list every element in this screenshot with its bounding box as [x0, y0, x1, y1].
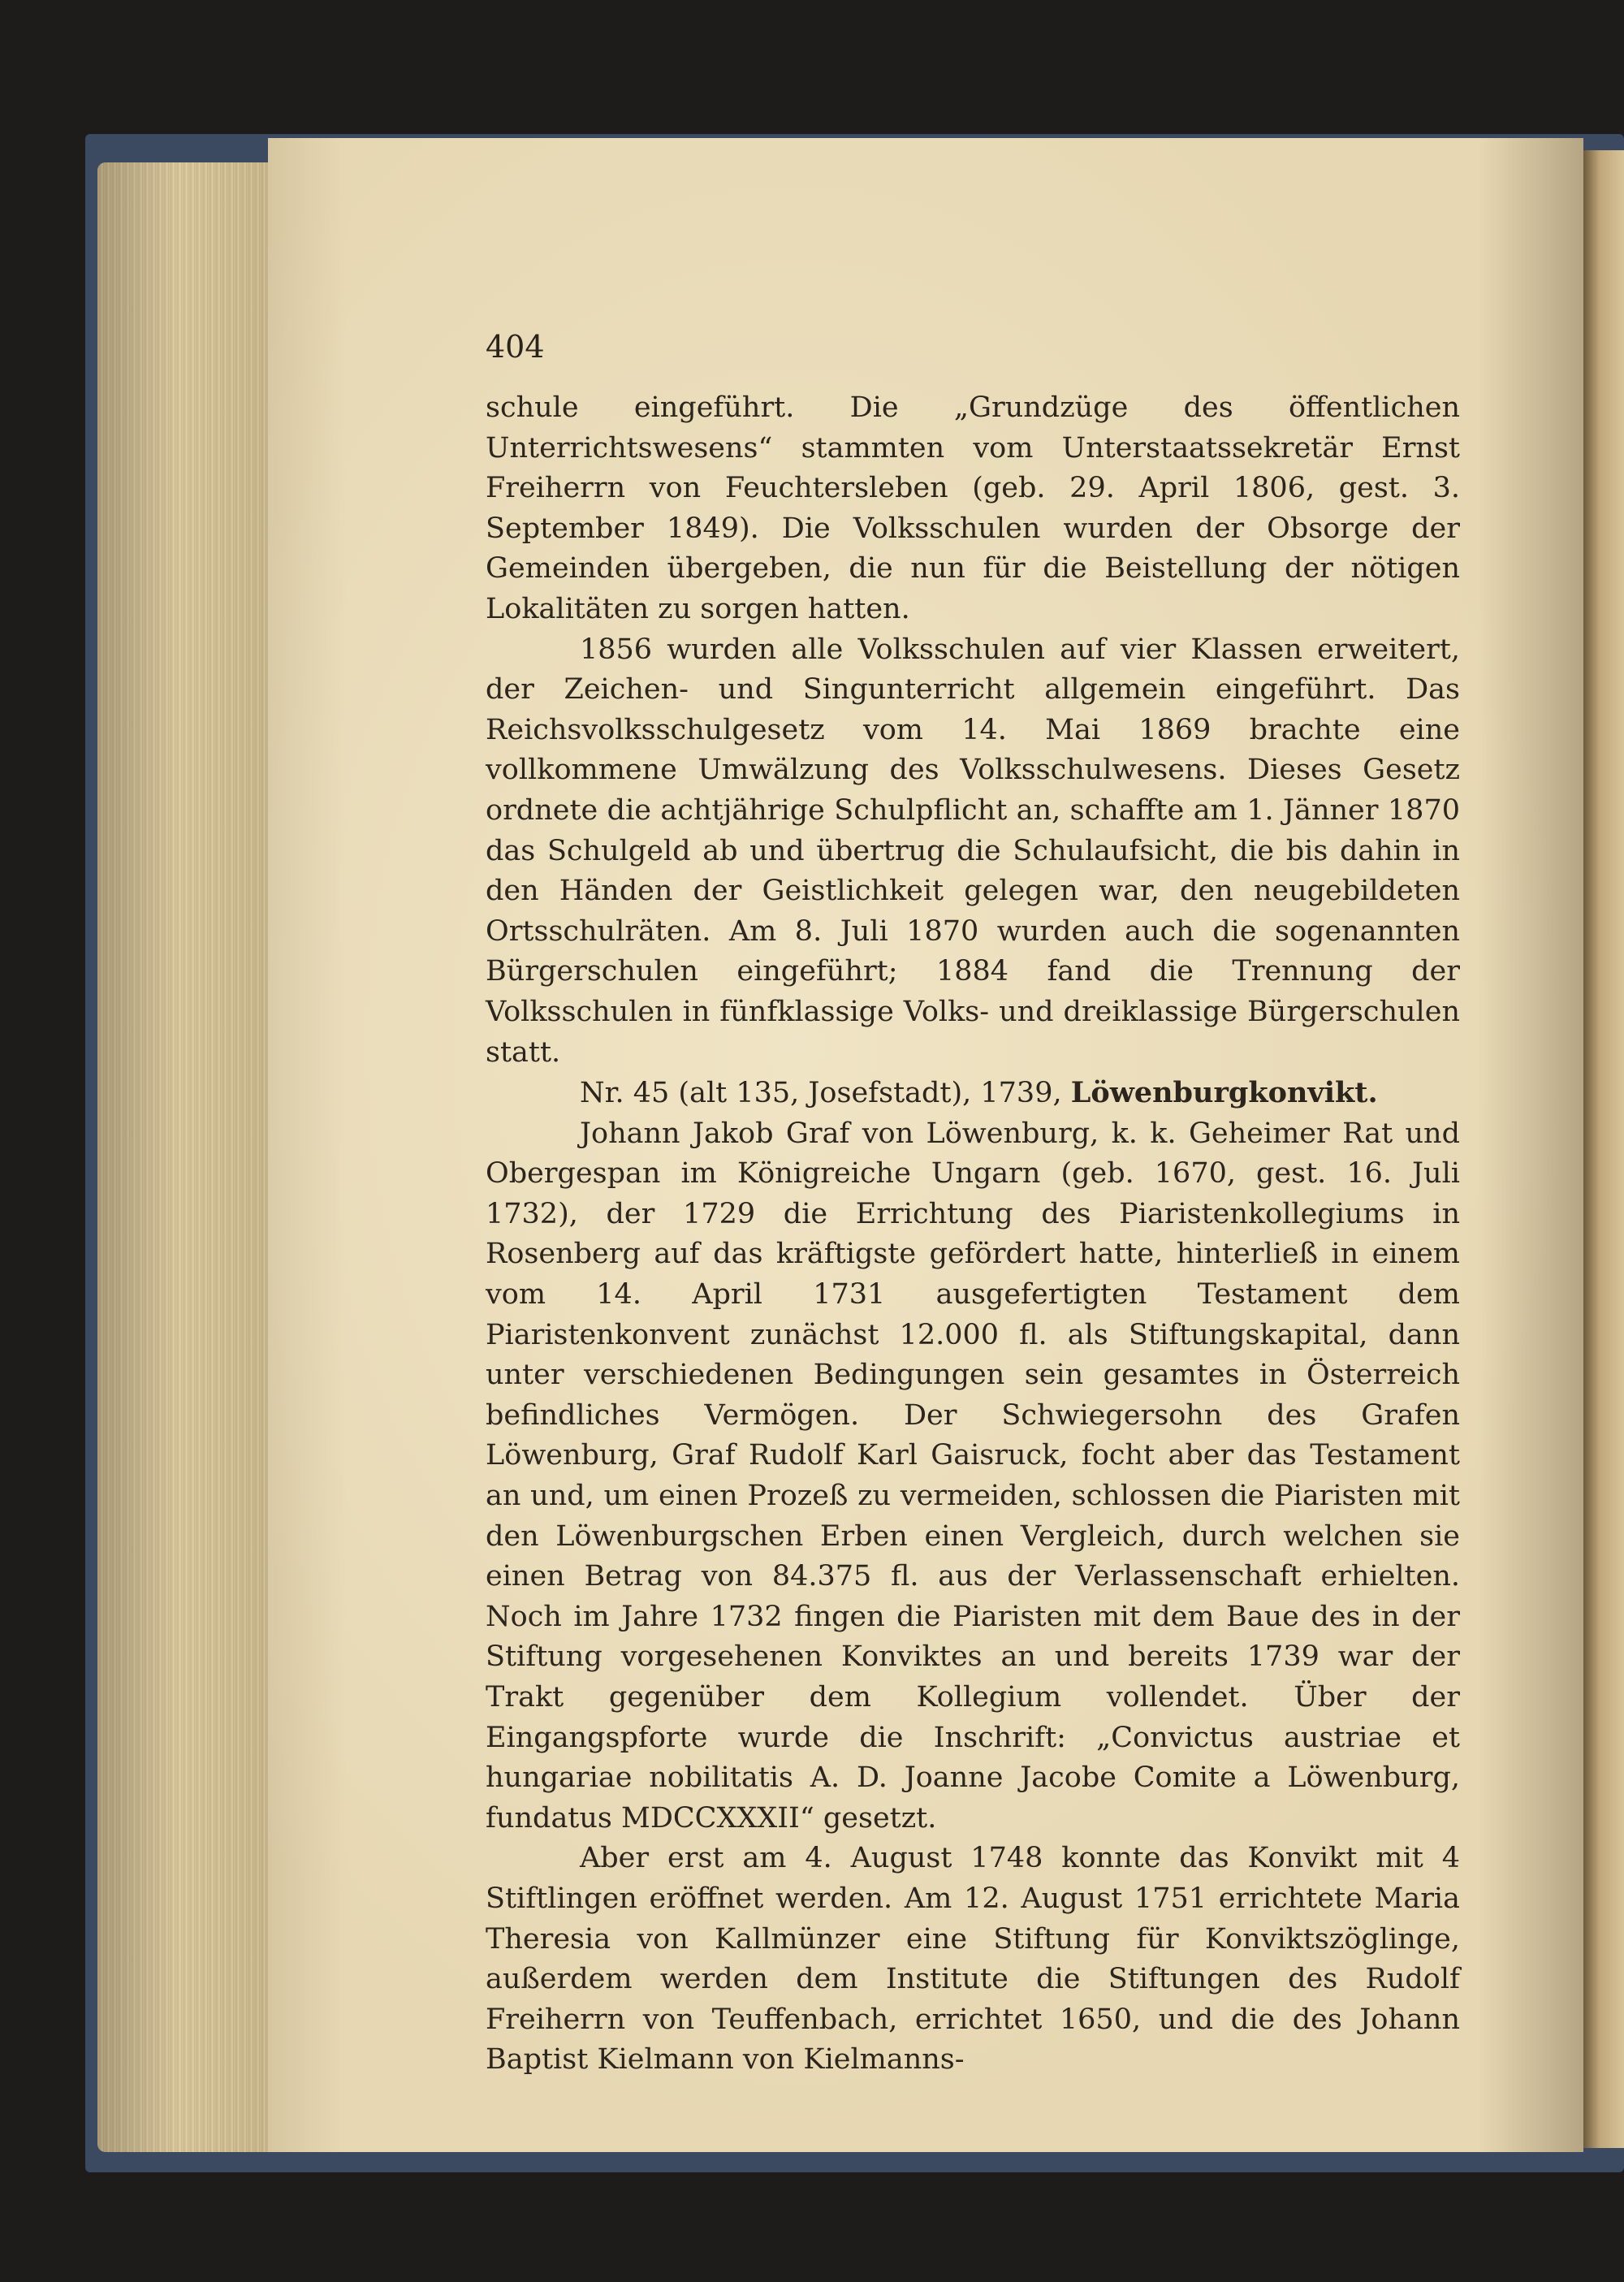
paragraph-2: 1856 wurden alle Volksschulen auf vier Klassen erweitert, der Zeichen- und Singunterricht allgemein eingeführt. Das Reichsvolksschulgesetz vom 14. Mai 1869 brachte eine vollkommene Umwälzung des Volksschulwesens. Dieses Gesetz ordnete die achtjährige Schulpflicht an, schaffte am 1. Jänner 1870 das Schulgeld ab und übertrug die Schulaufsicht, die bis dahin in den Händen der Geistlichkeit gelegen war, den neugebildeten Ortsschulräten. Am 8. Juli 1870 wurden auch die sogenannten Bürgerschulen eingeführt; 1884 fand die Trennung der Volksschulen in fünfklassige Volks- und dreiklassige Bürgerschulen statt. — [486, 633, 1460, 1069]
page-text — [486, 388, 1460, 2081]
entry-prefix: Nr. 45 (alt 135, Josefstadt), 1739, — [580, 1077, 1062, 1110]
paragraph-4: Johann Jakob Graf von Löwenburg, k. k. Geheimer Rat und Obergespan im Königreiche Ungarn (geb. 1670, gest. 16. Juli 1732), der 1729 die Errichtung des Piaristenkollegiums in Rosenberg auf das kräftigste gefördert hatte, hinterließ in einem vom 14. April 1731 ausgefertigten Testament dem Piaristenkonvent zunächst 12.000 fl. als Stiftungskapital, dann unter verschiedenen Bedingungen sein gesamtes in Österreich befindliches Vermögen. Der Schwiegersohn des Grafen Löwenburg, Graf Rudolf Karl Gaisruck, focht aber das Testament an und, um einen Prozeß zu vermeiden, schlossen die Piaristen mit den Löwenburgschen Erben einen Vergleich, durch welchen sie einen Betrag von 84.375 fl. aus der Verlassenschaft erhielten. Noch im Jahre 1732 fingen die Piaristen mit dem Baue des in der Stiftung vorgesehenen Konviktes an und bereits 1739 war der Trakt gegenüber dem Kollegium vollendet. Über der Eingangspforte wurde die Inschrift: „Convictus austriae et hungariae nobilitatis A. D. Joanne Jacobe Comite a Löwenburg, fundatus MDCCXXXII“ gesetzt. — [486, 1117, 1460, 1835]
page-gutter — [1583, 150, 1624, 2148]
entry-heading — [486, 1073, 1460, 1114]
paragraph-1: schule eingeführt. Die „Grundzüge des öffentlichen Unterrichtswesens“ stammten vom Unterstaatssekretär Ernst Freiherrn von Feuchtersleben (geb. 29. April 1806, gest. 3. September 1849). Die Volksschulen wurden der Obsorge der Gemeinden übergeben, die nun für die Beistellung der nötigen Lokalitäten zu sorgen hatten. — [486, 391, 1460, 625]
page-number: 404 — [486, 329, 545, 365]
paragraph-5: Aber erst am 4. August 1748 konnte das Konvikt mit 4 Stiftlingen eröffnet werden. Am 12. August 1751 errichtete Maria Theresia von Kallmünzer eine Stiftung für Konviktszöglinge, außerdem werden dem Institute die Stiftungen des Rudolf Freiherrn von Teuffenbach, errichtet 1650, und die des Johann Baptist Kielmann von Kielmanns- — [486, 1842, 1460, 2077]
entry-title: Löwenburgkonvikt. — [1070, 1076, 1378, 1110]
